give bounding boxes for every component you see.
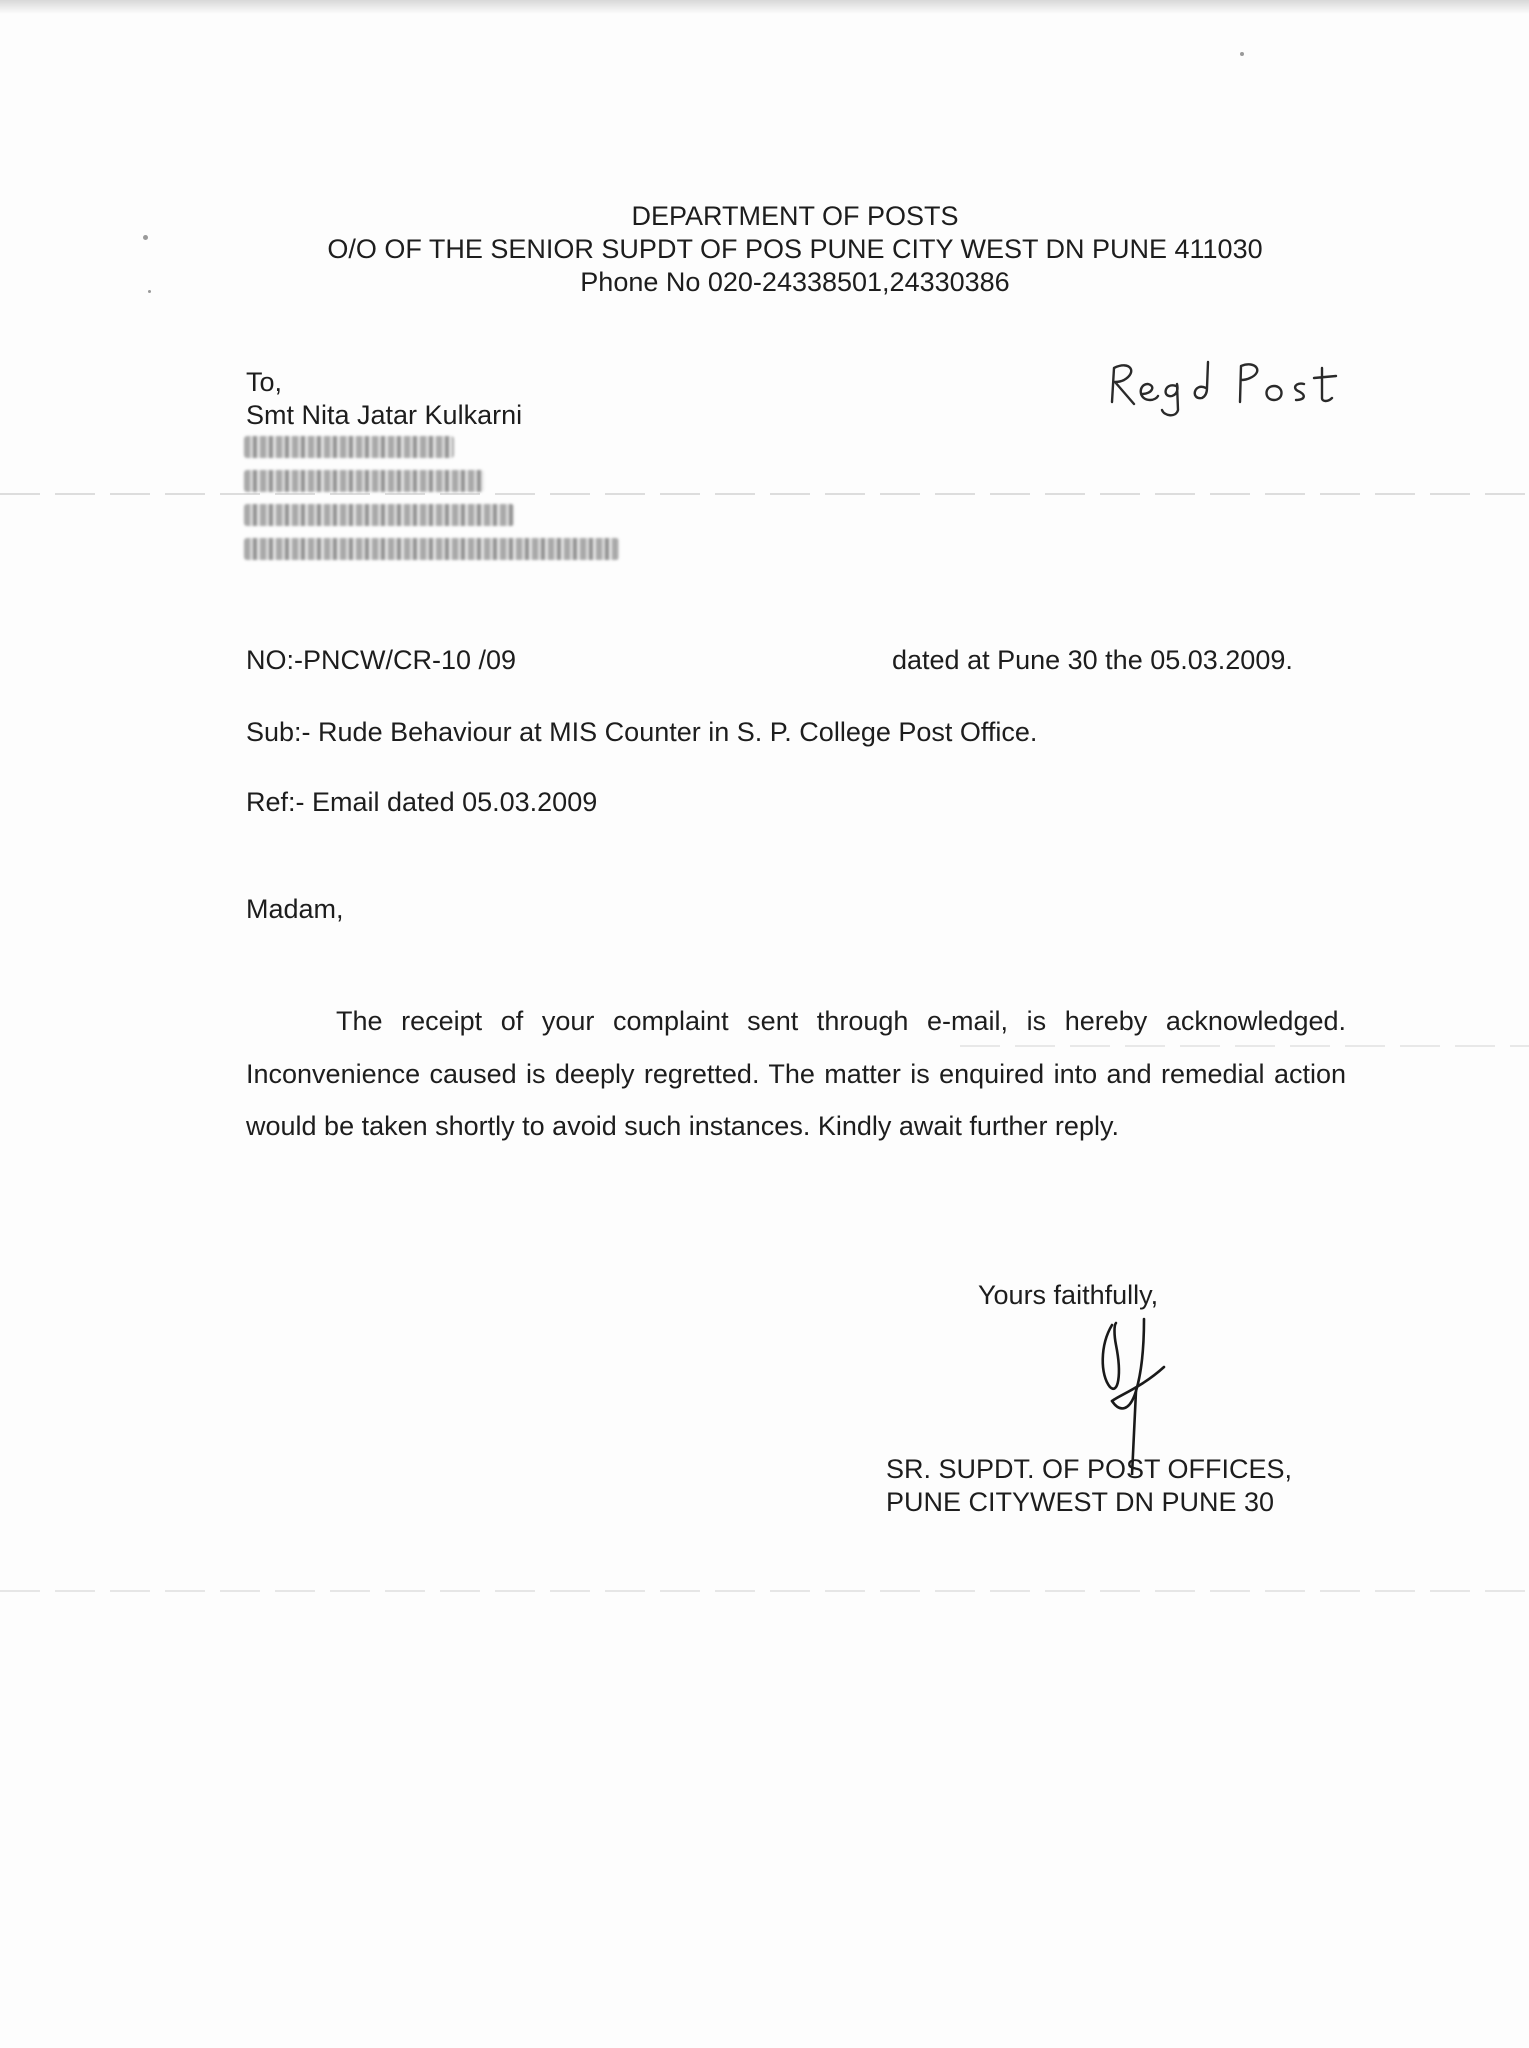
redacted-address-block <box>244 436 624 570</box>
redacted-address-line <box>244 436 454 458</box>
scan-speck <box>1240 52 1244 56</box>
scan-edge-shadow <box>0 0 1529 14</box>
signatory-block <box>886 1453 1292 1519</box>
greeting: Madam, <box>246 894 344 924</box>
fold-line-upper <box>0 493 1529 495</box>
handwritten-signature <box>1060 1305 1200 1475</box>
recipient-name: Smt Nita Jatar Kulkarni <box>246 400 523 430</box>
letterhead-office: O/O OF THE SENIOR SUPDT OF POS PUNE CITY WEST DN PUNE 411030 <box>327 234 1263 264</box>
letter-subject: Sub:- Rude Behaviour at MIS Counter in S. P. College Post Office. <box>246 717 1038 747</box>
redacted-address-line <box>244 538 619 560</box>
letter-reference: Ref:- Email dated 05.03.2009 <box>246 787 598 817</box>
letter-body <box>246 995 1346 1153</box>
handwritten-regd-post-note <box>1100 350 1360 420</box>
signatory-title: SR. SUPDT. OF POST OFFICES, <box>886 1454 1293 1484</box>
valediction: Yours faithfully, <box>978 1280 1159 1310</box>
recipient-to: To, <box>246 367 283 397</box>
fold-line-lower <box>0 1590 1529 1592</box>
signatory-office: PUNE CITYWEST DN PUNE 30 <box>886 1487 1275 1517</box>
redacted-address-line <box>244 470 484 492</box>
scan-speck <box>148 290 151 293</box>
letterhead-department: DEPARTMENT OF POSTS <box>631 201 959 231</box>
letterhead-phone: Phone No 020-24338501,24330386 <box>580 267 1010 297</box>
letter-date: dated at Pune 30 the 05.03.2009. <box>892 645 1293 675</box>
letter-body-text: The receipt of your complaint sent through e-mail, is hereby acknowledged. Inconvenience caused is deeply regretted. The matter is enquired into and remedial action would be taken shortly to avoid such instances. Kindly await further reply. <box>246 1006 1346 1141</box>
redacted-address-line <box>244 504 514 526</box>
letterhead <box>200 200 1390 299</box>
reference-number: NO:-PNCW/CR-10 /09 <box>246 645 517 675</box>
scan-speck <box>143 235 148 240</box>
